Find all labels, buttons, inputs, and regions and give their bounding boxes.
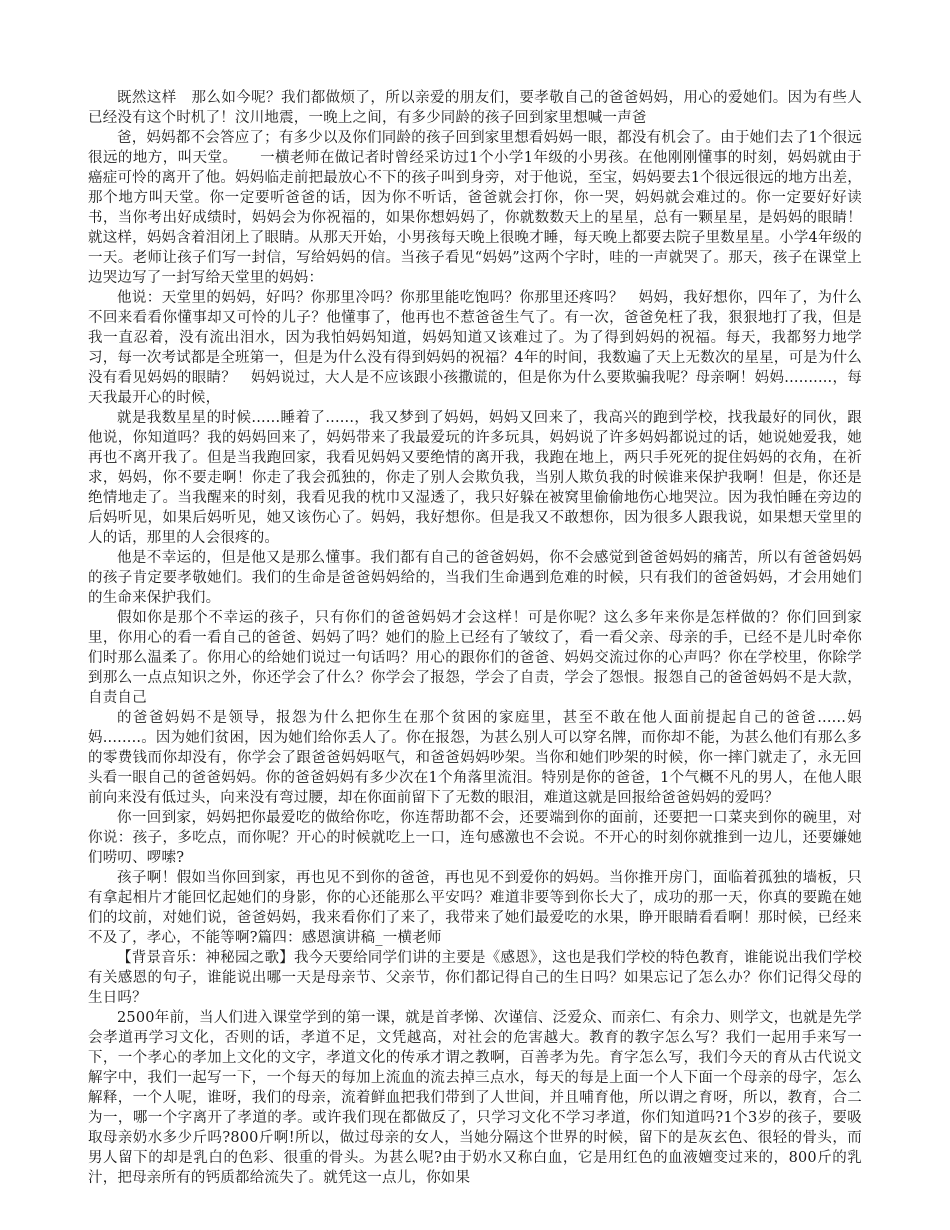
paragraph-1: 既然这样 那么如今呢？我们都做烦了，所以亲爱的朋友们，要孝敬自己的爸爸妈妈，用心的爱她们。因为有些人已经没有这个时机了！汶川地震，一晚上之间，有多少同龄的孩子回到家里想喊一声爸 <box>88 90 862 126</box>
paragraph-4: 就是我数星星的时候......睡着了......，我又梦到了妈妈，妈妈又回来了，我高兴的跑到学校，找我最好的同伙，跟他说，你知道吗？我的妈妈回来了，妈妈带来了我最爱玩的许多玩具，妈妈说了许多妈妈都说过的话，她说她爱我，她再也不离开我了。但是当我跑回家，我看见妈妈又要绝情的离开我，我跑在地上，两只手死死的捉住妈妈的衣角，在祈求，妈妈，你不要走啊！你走了我会孤独的，你走了别人会欺负我，当别人欺负我的时候谁来保护我啊！但是，你还是绝情地走了。当我醒来的时刻，我看见我的枕巾又湿透了，我只好躲在被窝里偷偷地伤心地哭泣。因为我怕睡在旁边的后妈听见，如果后妈听见，她又该伤心了。妈妈，我好想你。但是我又不敢想你，因为很多人跟我说，如果想天堂里的人的话，那里的人会很疼的。 <box>88 410 862 546</box>
paragraph-2: 爸，妈妈都不会答应了；有多少以及你们同龄的孩子回到家里想看妈妈一眼，都没有机会了。由于她们去了1个很远很远的地方，叫天堂。 一横老师在做记者时曾经采访过1个小学1年级的小男孩。在他刚刚懂事的时刻，妈妈就由于癌症可怜的离开了他。妈妈临走前把最放心不下的孩子叫到身旁，对于他说，至宝，妈妈要去1个很远很远的地方出差，那个地方叫天堂。你一定要听爸爸的话，因为你不听话，爸爸就会打你，你一哭，妈妈就会难过的。你一定要好好读书，当你考出好成绩时，妈妈会为你祝福的，如果你想妈妈了，你就数数天上的星星，总有一颗星星，是妈妈的眼睛！就这样，妈妈含着泪闭上了眼睛。从那天开始，小男孩每天晚上很晚才睡，每天晚上都要去院子里数星星。小学4年级的一天。老师让孩子们写一封信，写给妈妈的信。当孩子看见“妈妈”这两个字时，哇的一声就哭了。那天，孩子在课堂上边哭边写了一封写给天堂里的妈妈： <box>88 130 862 286</box>
paragraph-9: 孩子啊！假如当你回到家，再也见不到你的爸爸，再也见不到爱你的妈妈。当你推开房门，面临着孤独的墙板，只有拿起相片才能回忆起她们的身影，你的心还能那么平安吗？难道非要等到你长大了，成功的那一天，你真的要跪在她们的坟前，对她们说，爸爸妈妈，我来看你们了来了，我带来了她们最爱吃的水果，睁开眼睛看看啊！那时候，已经来不及了，孝心，不能等啊?篇四：感恩演讲稿_一横老师 <box>88 870 862 946</box>
paragraph-11: 2500年前，当人们进入课堂学到的第一课，就是首孝悌、次谨信、泛爱众、而亲仁、有余力、则学文，也就是先学会孝道再学习文化，否则的话，孝道不足，文凭越高，对社会的危害越大。教育的教字怎么写？我们一起用手来写一下，一个孝心的孝加上文化的文字，孝道文化的传承才谓之教啊，百善孝为先。育字怎么写，我们今天的育从古代说文解字中，我们一起写一下，一个每天的每加上流血的流去掉三点水，每天的每是上面一个人下面一个母亲的母字，怎么解释，一个人呢，谁呀，我们的母亲，流着鲜血把我们带到了人世间，并且哺育他，所以谓之育呀，所以，教育，合二为一，哪一个字离开了孝道的孝。或许我们现在都做反了，只学习文化不学习孝道，你们知道吗?1个3岁的孩子，要吸取母亲奶水多少斤吗?800斤啊!所以，做过母亲的女人，当她分隔这个世界的时候，留下的是灰玄色、很轻的骨头，而男人留下的却是乳白的色彩、很重的骨头。为甚么呢?由于奶水又称白血，它是用红色的血液嬗变过来的，800斤的乳汁，把母亲所有的钙质都给流失了。就凭这一点儿，你如果 <box>88 1010 862 1186</box>
paragraph-8: 你一回到家，妈妈把你最爱吃的做给你吃，你连帮助都不会，还要端到你的面前，还要把一口菜夹到你的碗里，对你说：孩子，多吃点，而你呢？开心的时候就吃上一口，连句感激也不会说。不开心的时刻你就推到一边儿，还要嫌她们唠叨、啰嗦? <box>88 810 862 866</box>
paragraph-7: 的爸爸妈妈不是领导，报怨为什么把你生在那个贫困的家庭里，甚至不敢在他人面前提起自己的爸爸......妈妈........。因为她们贫困，因为她们给你丢人了。你在报怨，为甚么别人可以穿名牌，而你却不能，为甚么他们有那么多的零费钱而你却没有，你学会了跟爸爸妈妈呕气，和爸爸妈妈吵架。当你和她们吵架的时候，你一摔门就走了，永无回头看一眼自己的爸爸妈妈。你的爸爸妈妈有多少次在1个角落里流泪。特别是你的爸爸，1个气概不凡的男人，在他人眼前向来没有低过头，向来没有弯过腰，却在你面前留下了无数的眼泪，难道这就是回报给爸爸妈妈的爱吗？ <box>88 710 862 806</box>
paragraph-5: 他是不幸运的，但是他又是那么懂事。我们都有自己的爸爸妈妈，你不会感觉到爸爸妈妈的痛苦，所以有爸爸妈妈的孩子肯定要孝敬她们。我们的生命是爸爸妈妈给的，当我们生命遇到危难的时候，只有我们的爸爸妈妈，才会用她们的生命来保护我们。 <box>88 550 862 606</box>
paragraph-10: 【背景音乐：神秘园之歌】我今天要给同学们讲的主要是《感恩》，这也是我们学校的特色教育，谁能说出我们学校有关感恩的句子，谁能说出哪一天是母亲节、父亲节，你们都记得自己的生日吗？如果忘记了怎么办？你们记得父母的生日吗？ <box>88 950 862 1006</box>
paragraph-6: 假如你是那个不幸运的孩子，只有你们的爸爸妈妈才会这样！可是你呢？这么多年来你是怎样做的？你们回到家里，你用心的看一看自己的爸爸、妈妈了吗？她们的脸上已经有了皱纹了，看一看父亲、母亲的手，已经不是儿时牵你们时那么温柔了。你用心的给她们说过一句话吗？用心的跟你们的爸爸、妈妈交流过你的心声吗？你在学校里，你除学到那么一点点知识之外，你还学会了什么？你学会了报怨，学会了自责，学会了怨恨。报怨自己的爸爸妈妈不是大款，自责自己 <box>88 610 862 706</box>
paragraph-3: 他说：天堂里的妈妈，好吗？你那里冷吗？你那里能吃饱吗？你那里还疼吗？ 妈妈，我好想你，四年了，为什么不回来看看你懂事却又可怜的儿子？他懂事了，他再也不惹爸爸生气了。有一次，爸爸免枉了我，狠狠地打了我，但是我一直忍着，没有流出泪水，因为我怕妈妈知道，妈妈知道又该难过了。为了得到妈妈的祝福。每天，我都努力地学习，每一次考试都是全班第一，但是为什么没有得到妈妈的祝福？4年的时间，我数遍了天上无数次的星星，可是为什么 没有看见妈妈的眼睛？ 妈妈说过，大人是不应该跟小孩撒谎的，但是你为什么要欺骗我呢？母亲啊！妈妈..........，每天我最开心的时候， <box>88 290 877 406</box>
